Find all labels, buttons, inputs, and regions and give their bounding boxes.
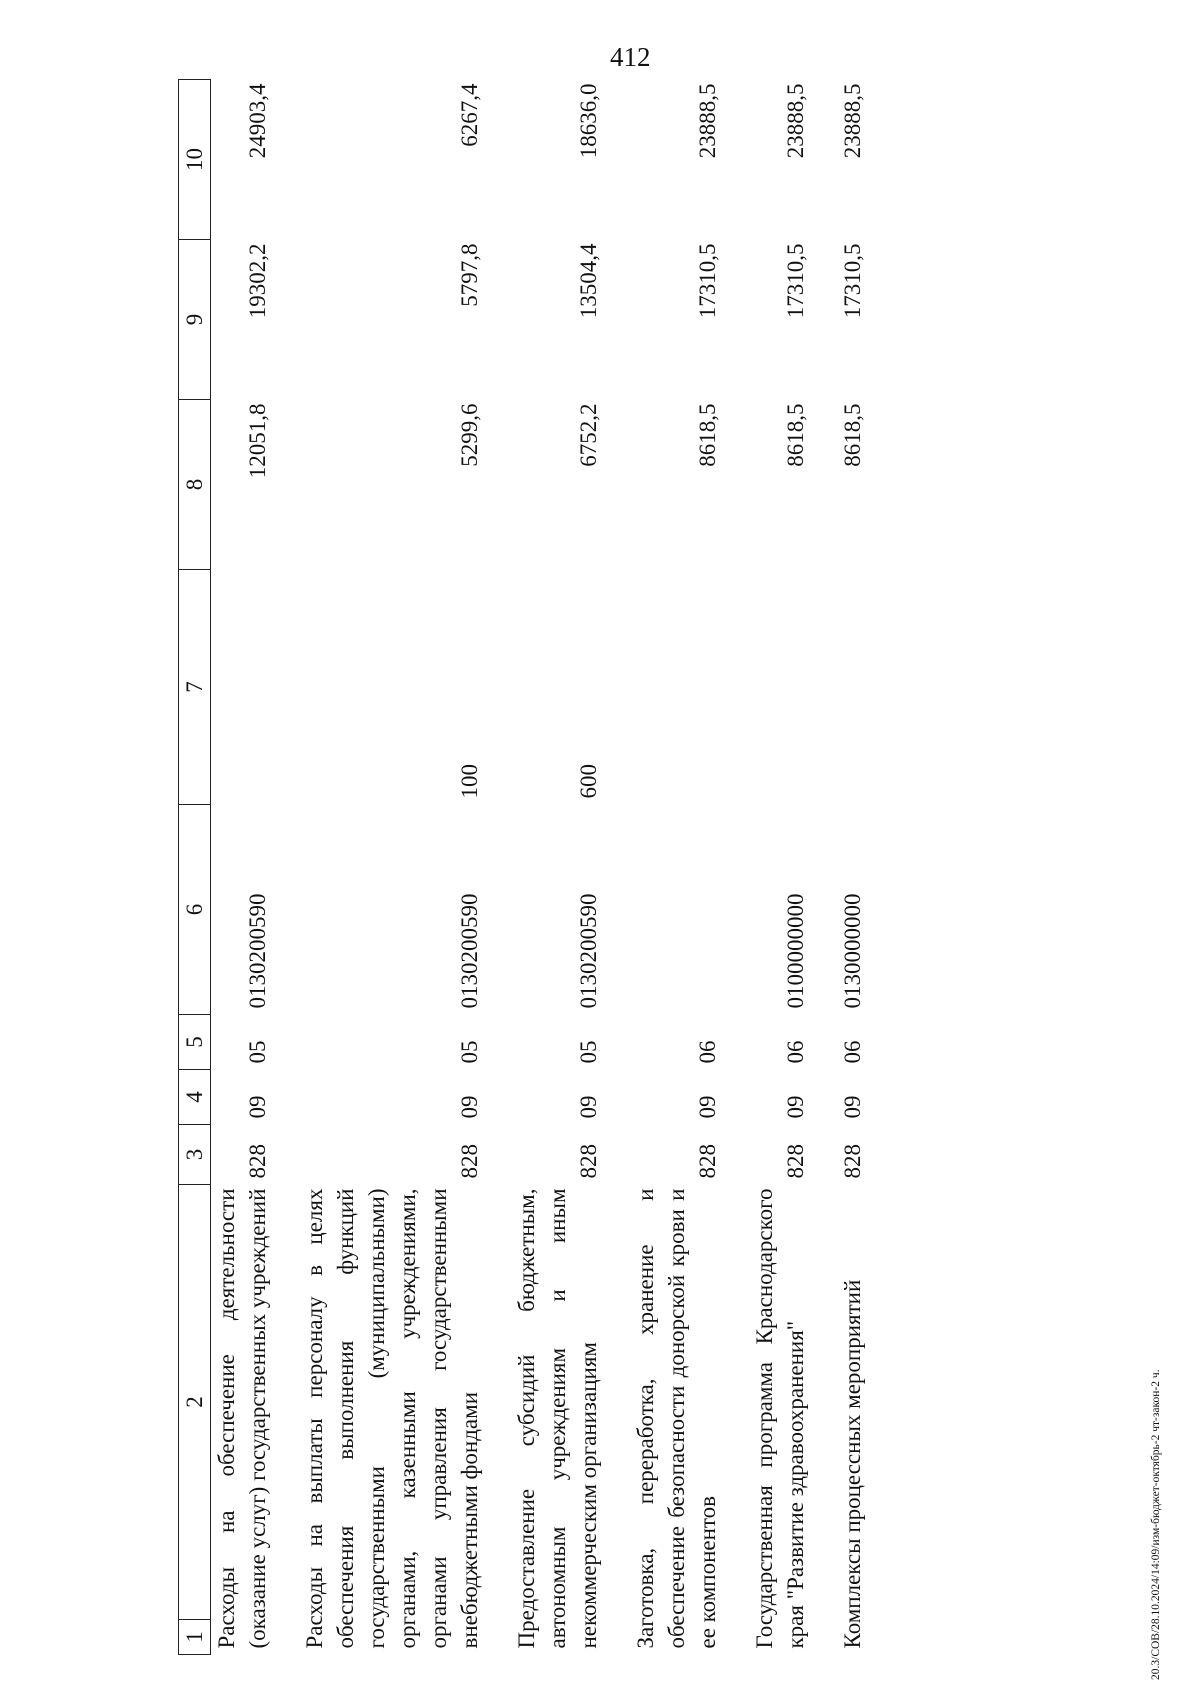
row-spacer: [604, 80, 630, 1655]
cell-sum-col8: 5299,6: [457, 403, 482, 467]
table-row: [299, 80, 485, 1655]
cell-ministry: 828: [783, 1144, 808, 1179]
cell-expense-type: 100: [457, 764, 482, 799]
cell-sum-col10: 24903,4: [245, 83, 270, 159]
row-name: Расходы на выплаты персоналу в целях обеспечения выполнения функций государственными (муниципальными) органами, казенными учреждениями, органами управления государственными внебюджетными фондами: [302, 1188, 482, 1649]
cell-subsection: 05: [576, 1040, 601, 1064]
cell-sum-col9: 17310,5: [840, 243, 865, 319]
cell-sum-col10: 23888,5: [840, 83, 865, 159]
cell-sum-col8: 6752,2: [576, 403, 601, 467]
cell-section: 09: [695, 1095, 720, 1119]
cell-subsection: 06: [783, 1040, 808, 1064]
cell-sum-col9: 17310,5: [695, 243, 720, 319]
cell-sum-col8: 8618,5: [695, 403, 720, 467]
header-col-10: 10: [179, 80, 211, 240]
cell-sum-col9: 17310,5: [783, 243, 808, 319]
cell-sum-col8: 8618,5: [840, 403, 865, 467]
cell-expense-type: [211, 570, 274, 805]
cell-ministry: 828: [457, 1144, 482, 1179]
cell-subsection: 06: [840, 1040, 865, 1064]
cell-sum-col8: 12051,8: [245, 403, 270, 479]
cell-subsection: 05: [245, 1040, 270, 1064]
cell-target-article: [630, 805, 723, 1015]
header-col-1: 1: [179, 1620, 211, 1655]
row-name: Заготовка, переработка, хранение и обеспечение безопасности донорской крови и ее компонентов: [633, 1188, 720, 1649]
document-footer-code: 20.3/СОВ/28.10.2024/14:09/изм-бюджет-октябрь-2 чт-закон-2 ч.: [1150, 1369, 1162, 1680]
cell-section: 09: [457, 1095, 482, 1119]
header-col-5: 5: [179, 1015, 211, 1070]
header-col-9: 9: [179, 240, 211, 400]
table-row: [511, 80, 604, 1655]
cell-sum-col9: 13504,4: [576, 243, 601, 319]
budget-table: [178, 79, 868, 1655]
table-row: [749, 80, 811, 1655]
table-row: [837, 80, 868, 1655]
header-col-6: 6: [179, 805, 211, 1015]
cell-sum-col10: 23888,5: [783, 83, 808, 159]
cell-sum-col9: 19302,2: [245, 243, 270, 319]
table-header-row: [179, 80, 211, 1655]
cell-expense-type: 600: [576, 764, 601, 799]
table-row: [630, 80, 723, 1655]
row-spacer: [485, 80, 511, 1655]
cell-target-article: 0130200590: [576, 893, 601, 1009]
row-spacer: [723, 80, 749, 1655]
cell-sum-col8: 8618,5: [783, 403, 808, 467]
cell-sum-col9: 5797,8: [457, 243, 482, 307]
cell-ministry: 828: [695, 1144, 720, 1179]
row-name: Комплексы процессных мероприятий: [840, 1279, 865, 1649]
header-col-2: 2: [179, 1185, 211, 1620]
row-spacer: [811, 80, 837, 1655]
cell-target-article: 0130000000: [840, 893, 865, 1009]
cell-sum-col10: 23888,5: [695, 83, 720, 159]
cell-expense-type: [630, 570, 723, 805]
cell-target-article: 0100000000: [783, 893, 808, 1009]
budget-table-container: [178, 80, 868, 1655]
row-spacer: [273, 80, 299, 1655]
row-name: Предоставление субсидий бюджетным, автономным учреждениям и иным некоммерческим организациям: [514, 1188, 601, 1649]
row-name: Расходы на обеспечение деятельности (оказание услуг) государственных учреждений: [214, 1188, 270, 1649]
cell-expense-type: [749, 570, 811, 805]
header-col-4: 4: [179, 1070, 211, 1125]
table-row: [211, 80, 274, 1655]
cell-ministry: 828: [245, 1144, 270, 1179]
cell-sum-col10: 6267,4: [457, 83, 482, 147]
cell-section: 09: [245, 1095, 270, 1119]
cell-expense-type: [837, 570, 868, 805]
header-col-3: 3: [179, 1125, 211, 1185]
page-number: 412: [610, 42, 651, 72]
cell-ministry: 828: [576, 1144, 601, 1179]
cell-section: 09: [576, 1095, 601, 1119]
cell-ministry: 828: [840, 1144, 865, 1179]
cell-target-article: 0130200590: [245, 893, 270, 1009]
cell-sum-col10: 18636,0: [576, 83, 601, 159]
header-col-8: 8: [179, 400, 211, 570]
header-col-7: 7: [179, 570, 211, 805]
cell-target-article: 0130200590: [457, 893, 482, 1009]
cell-section: 09: [783, 1095, 808, 1119]
cell-section: 09: [840, 1095, 865, 1119]
row-name: Государственная программа Краснодарского края "Развитие здравоохранения": [752, 1188, 808, 1649]
cell-subsection: 06: [695, 1040, 720, 1064]
cell-subsection: 05: [457, 1040, 482, 1064]
